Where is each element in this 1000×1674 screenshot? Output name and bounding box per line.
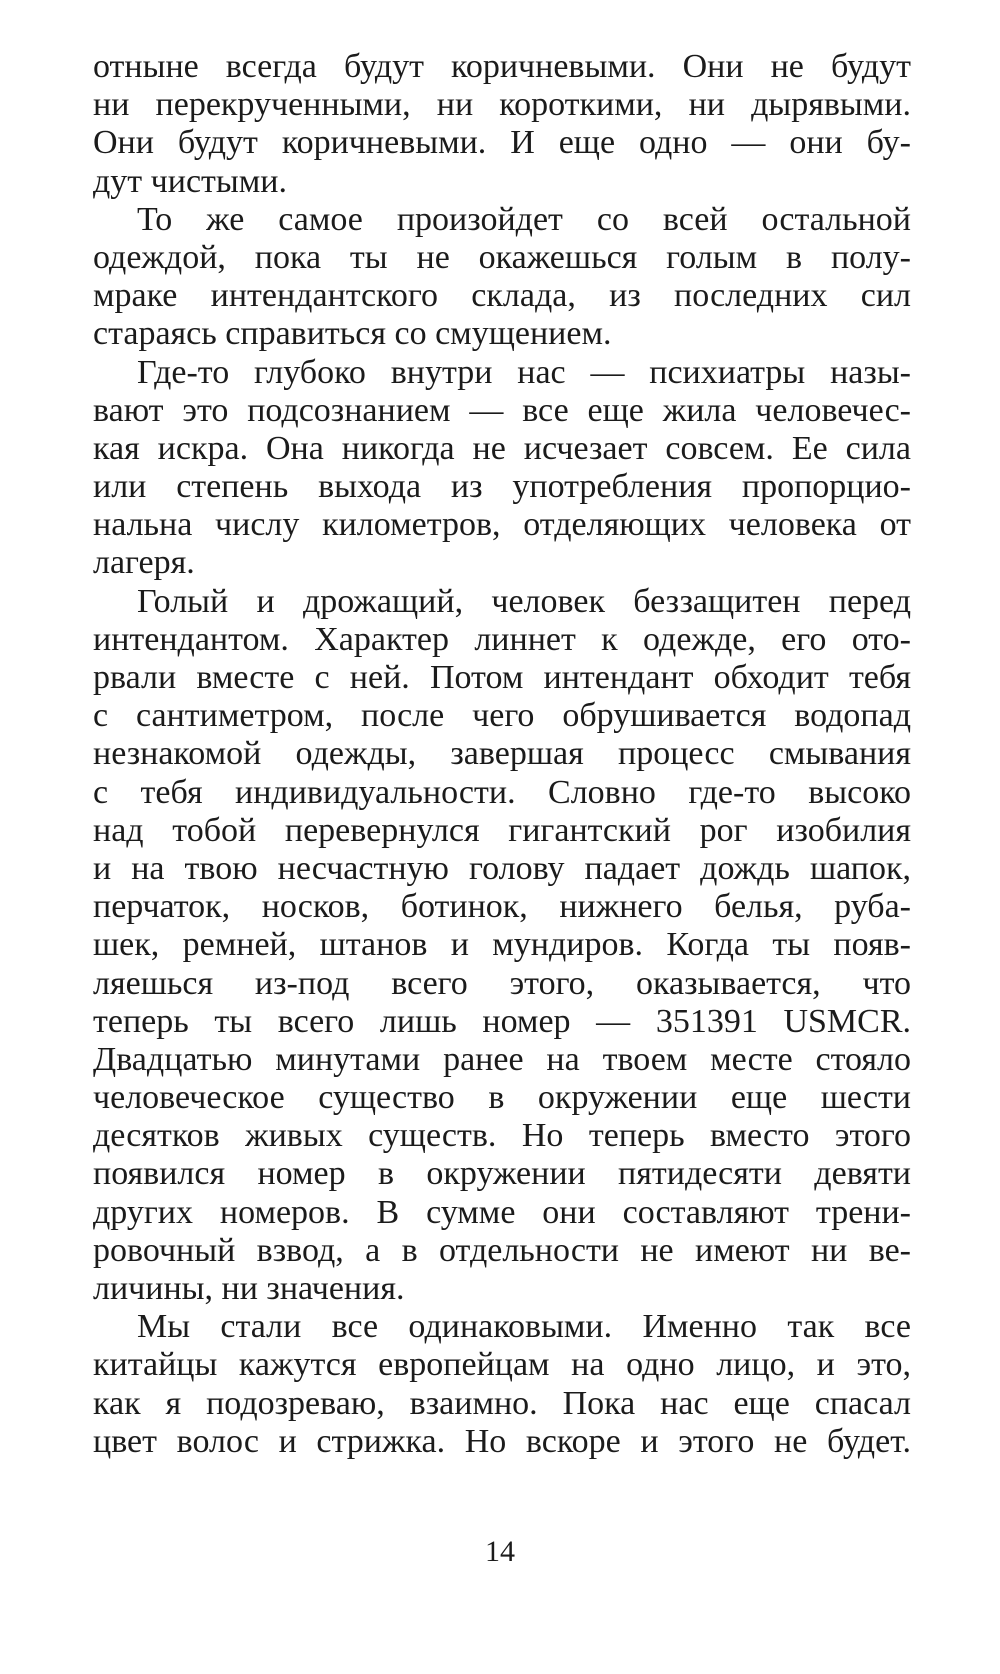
text-line: появился номер в окружении пятидесяти девяти: [93, 1155, 911, 1193]
paragraph: [93, 48, 911, 201]
text-line: Где-то глубоко внутри нас — психиатры назы-: [137, 353, 911, 391]
body-text: [93, 48, 911, 1461]
text-line: перчаток, носков, ботинок, нижнего белья, руба-: [93, 888, 911, 926]
text-line: вают это подсознанием — все еще жила человечес-: [93, 391, 911, 429]
text-line: и на твою несчастную голову падает дождь шапок,: [93, 849, 911, 887]
paragraph: [93, 201, 911, 354]
text-line: китайцы кажутся европейцам на одно лицо, и это,: [93, 1346, 911, 1384]
text-line: или степень выхода из употребления пропорцио-: [93, 468, 911, 506]
text-line: мраке интендантского склада, из последних сил: [93, 277, 911, 315]
text-line: лагеря.: [93, 544, 195, 582]
text-line: ровочный взвод, а в отдельности не имеют ни ве-: [93, 1231, 911, 1269]
text-line: одеждой, пока ты не окажешься голым в полу-: [93, 238, 911, 276]
paragraph: [93, 583, 911, 1309]
text-line: других номеров. В сумме они составляют трени-: [93, 1193, 911, 1231]
text-line: ляешься из-под всего этого, оказывается, что: [93, 964, 911, 1002]
text-line: цвет волос и стрижка. Но вскоре и этого не будет.: [93, 1422, 911, 1460]
text-line: с тебя индивидуальности. Словно где-то высоко: [93, 773, 911, 811]
text-line: как я подозреваю, взаимно. Пока нас еще спасал: [93, 1384, 911, 1422]
text-line: Мы стали все одинаковыми. Именно так все: [137, 1308, 911, 1346]
text-line: рвали вместе с ней. Потом интендант обходит тебя: [93, 659, 911, 696]
text-line: человеческое существо в окружении еще шести: [93, 1079, 911, 1117]
page-number: 14: [485, 1535, 515, 1568]
text-line: десятков живых существ. Но теперь вместо этого: [93, 1117, 911, 1155]
text-line: Они будут коричневыми. И еще одно — они бу-: [93, 124, 911, 162]
text-line: с сантиметром, после чего обрушивается водопад: [93, 697, 911, 735]
text-line: отныне всегда будут коричневыми. Они не будут: [93, 48, 911, 85]
text-line: Двадцатью минутами ранее на твоем месте стояло: [93, 1040, 911, 1078]
text-line: Голый и дрожащий, человек беззащитен перед: [137, 582, 911, 620]
text-line: дут чистыми.: [93, 162, 287, 200]
text-line: нальна числу километров, отделяющих человека от: [93, 506, 911, 544]
text-line: шек, ремней, штанов и мундиров. Когда ты появ-: [93, 926, 911, 964]
paragraph: [93, 1308, 911, 1461]
paragraph: [93, 354, 911, 583]
text-line: интендантом. Характер линнет к одежде, его ото-: [93, 620, 911, 658]
text-line: теперь ты всего лишь номер — 351391 USMCR.: [93, 1002, 911, 1040]
text-line: кая искра. Она никогда не исчезает совсем. Ее сила: [93, 429, 911, 467]
text-line: стараясь справиться со смущением.: [93, 315, 612, 353]
text-line: над тобой перевернулся гигантский рог изобилия: [93, 811, 911, 849]
text-line: незнакомой одежды, завершая процесс смывания: [93, 735, 911, 773]
text-line: ни перекрученными, ни короткими, ни дырявыми.: [93, 86, 911, 124]
text-line: То же самое произойдет со всей остальной: [137, 200, 911, 238]
text-line: личины, ни значения.: [93, 1270, 405, 1307]
